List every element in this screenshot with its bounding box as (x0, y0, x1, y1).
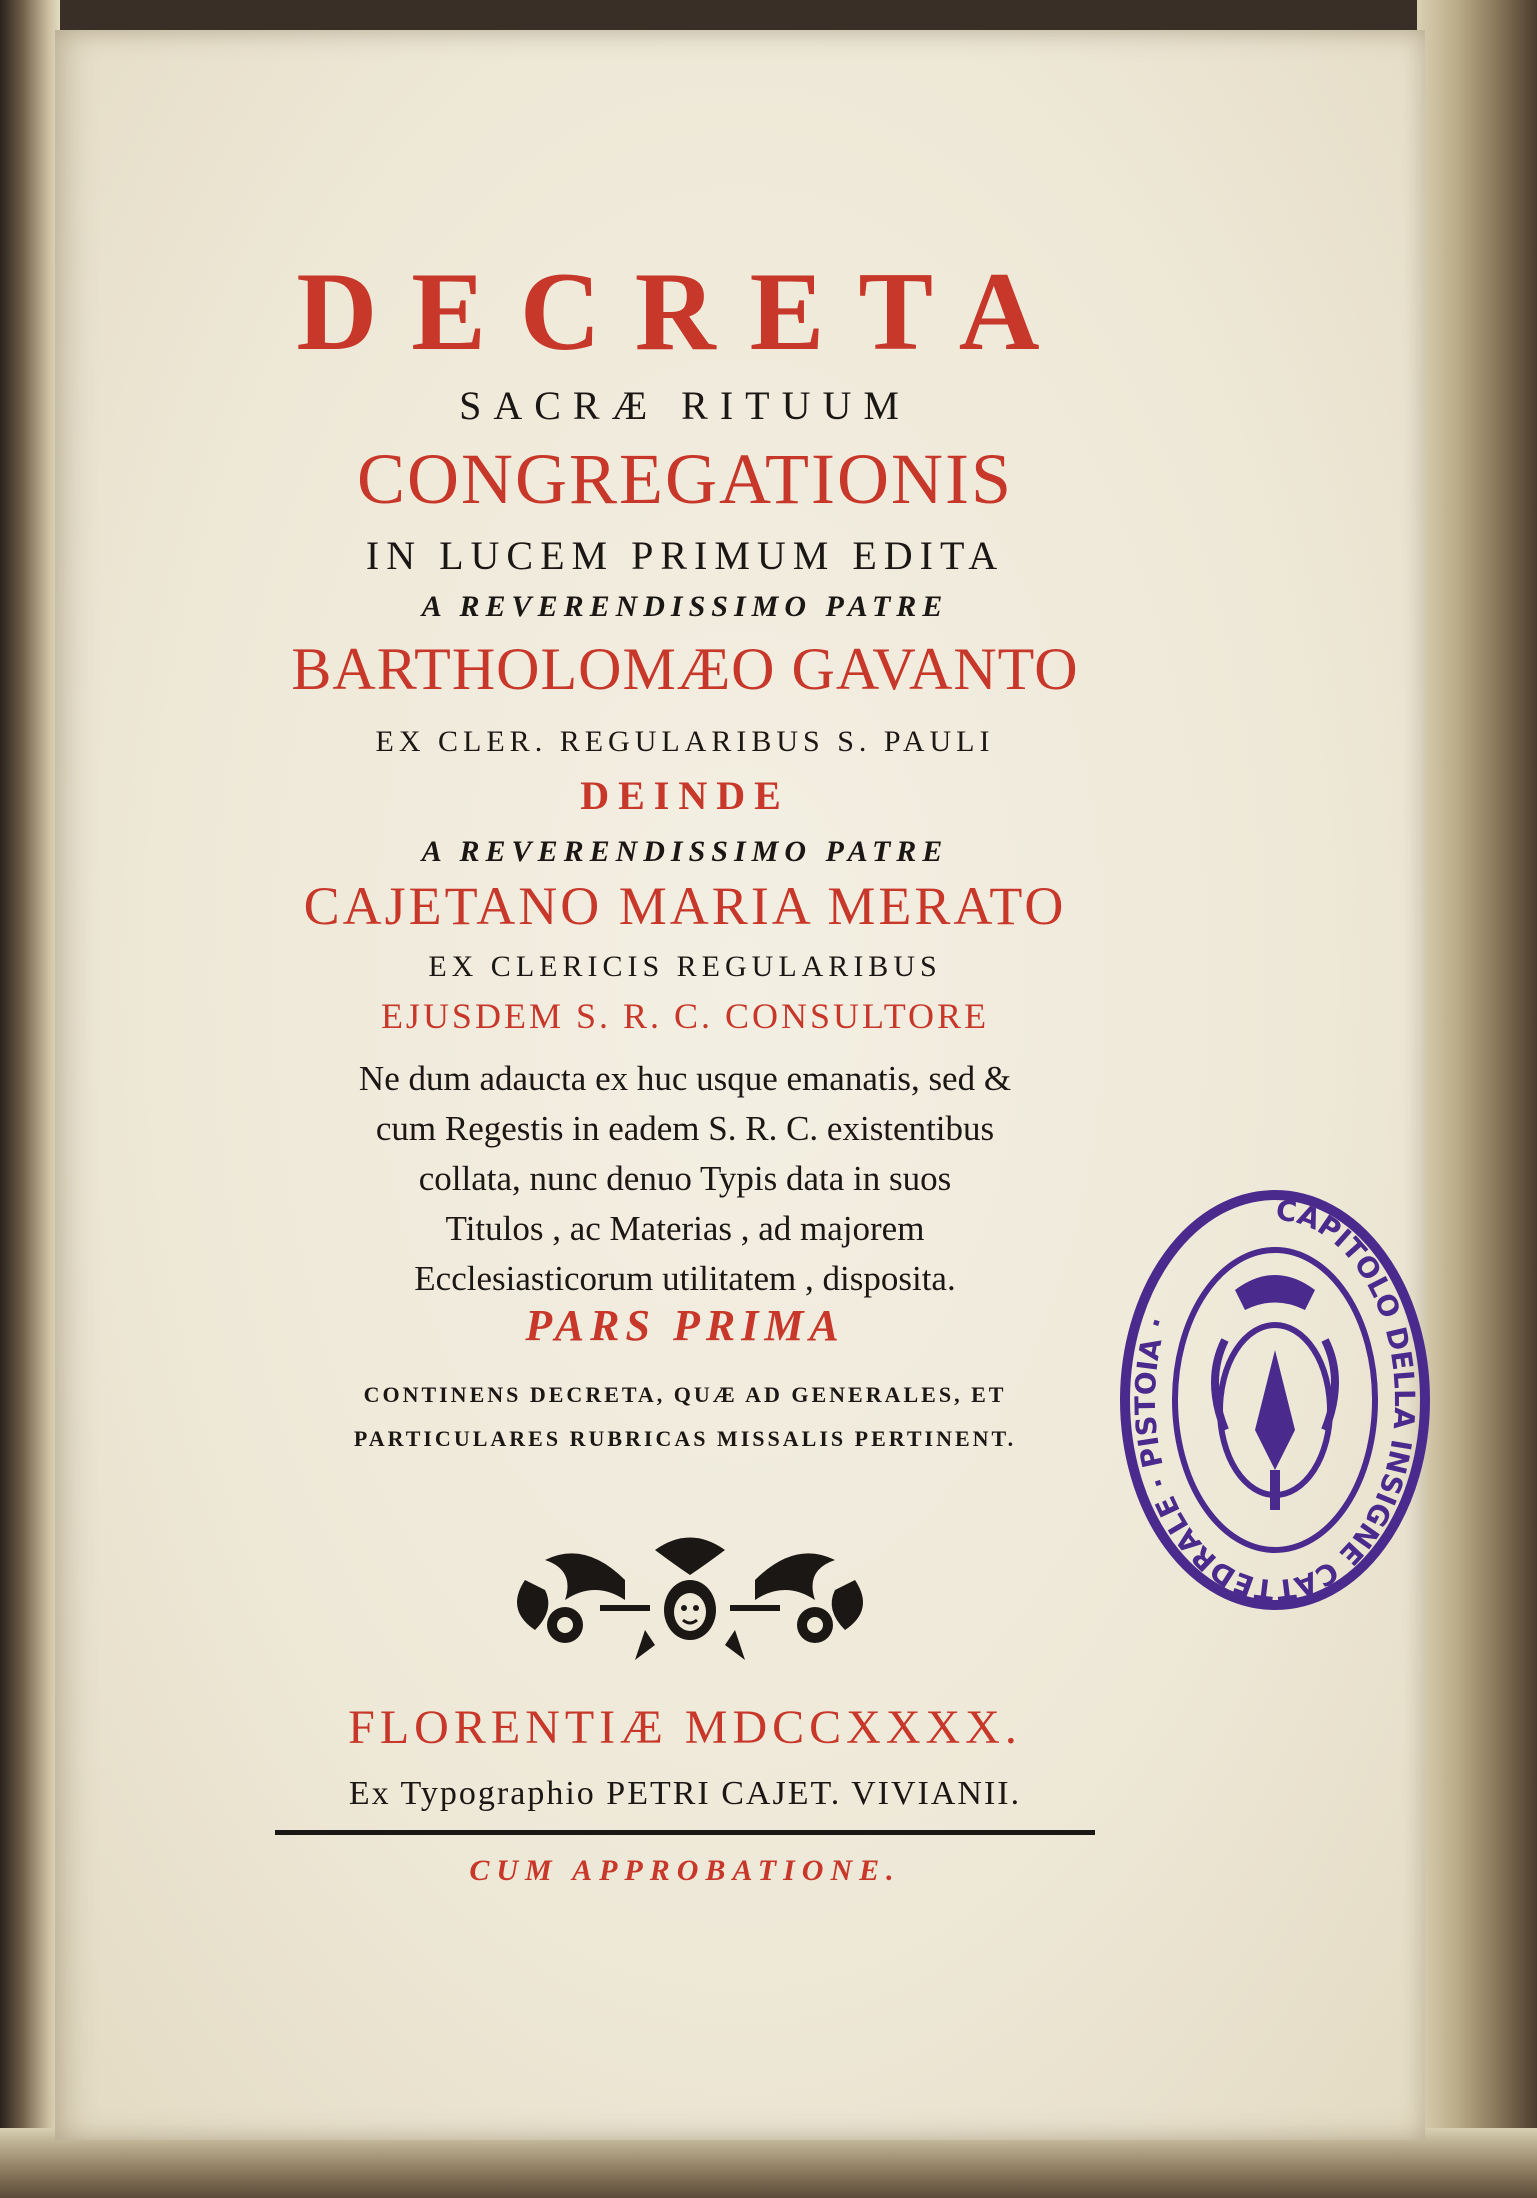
stamp-text: CAPITOLO DELLA INSIGNE CATTEDRALE · PISTOIA · (1128, 1193, 1422, 1607)
line-ejusdem-consultore: EJUSDEM S. R. C. CONSULTORE (380, 996, 990, 1036)
title-decreta: DECRETA (296, 250, 1074, 374)
subtitle-sacrae-rituum: SACRÆ RITUUM (459, 383, 911, 428)
imprint-typographio: Ex Typographio PETRI CAJET. VIVIANII. (348, 1775, 1022, 1812)
book-page-edges-right (1417, 0, 1537, 2198)
continens-line-1: CONTINENS DECRETA, QUÆ AD GENERALES, ET (363, 1382, 1007, 1407)
horizontal-rule (275, 1830, 1095, 1835)
book-binding-left (0, 0, 60, 2198)
paragraph-line: Ne dum adaucta ex huc usque emanatis, sed & (358, 1059, 1012, 1098)
paragraph-line: collata, nunc denuo Typis data in suos (418, 1159, 952, 1198)
cum-approbatione: CUM APPROBATIONE. (469, 1854, 901, 1887)
title-page (55, 30, 1425, 2140)
author-cajetano-merato: CAJETANO MARIA MERATO (303, 876, 1067, 936)
line-in-lucem: IN LUCEM PRIMUM EDITA (365, 533, 1005, 578)
title-text-block (55, 30, 1315, 2140)
line-a-reverendissimo-1: A REVERENDISSIMO PATRE (421, 590, 949, 623)
paragraph-line: Titulos , ac Materias , ad majorem (445, 1209, 925, 1248)
author-bartholomaeo-gavanto: BARTHOLOMÆO GAVANTO (291, 636, 1079, 702)
library-stamp-icon (1115, 1180, 1435, 1620)
paragraph-line: cum Regestis in eadem S. R. C. existentibus (375, 1109, 995, 1148)
line-ex-cler: EX CLER. REGULARIBUS S. PAULI (375, 725, 995, 758)
printers-ornament-icon (505, 1520, 875, 1670)
line-a-reverendissimo-2: A REVERENDISSIMO PATRE (421, 835, 949, 868)
line-ex-clericis: EX CLERICIS REGULARIBUS (428, 950, 942, 983)
line-deinde: DEINDE (580, 773, 790, 818)
title-congregationis: CONGREGATIONIS (357, 439, 1013, 519)
continens-line-2: PARTICULARES RUBRICAS MISSALIS PERTINENT. (353, 1426, 1017, 1451)
pars-prima: PARS PRIMA (525, 1301, 845, 1350)
imprint-florentiae: FLORENTIÆ MDCCXXXX. (348, 1701, 1022, 1754)
paragraph-line: Ecclesiasticorum utilitatem , disposita. (414, 1259, 956, 1298)
